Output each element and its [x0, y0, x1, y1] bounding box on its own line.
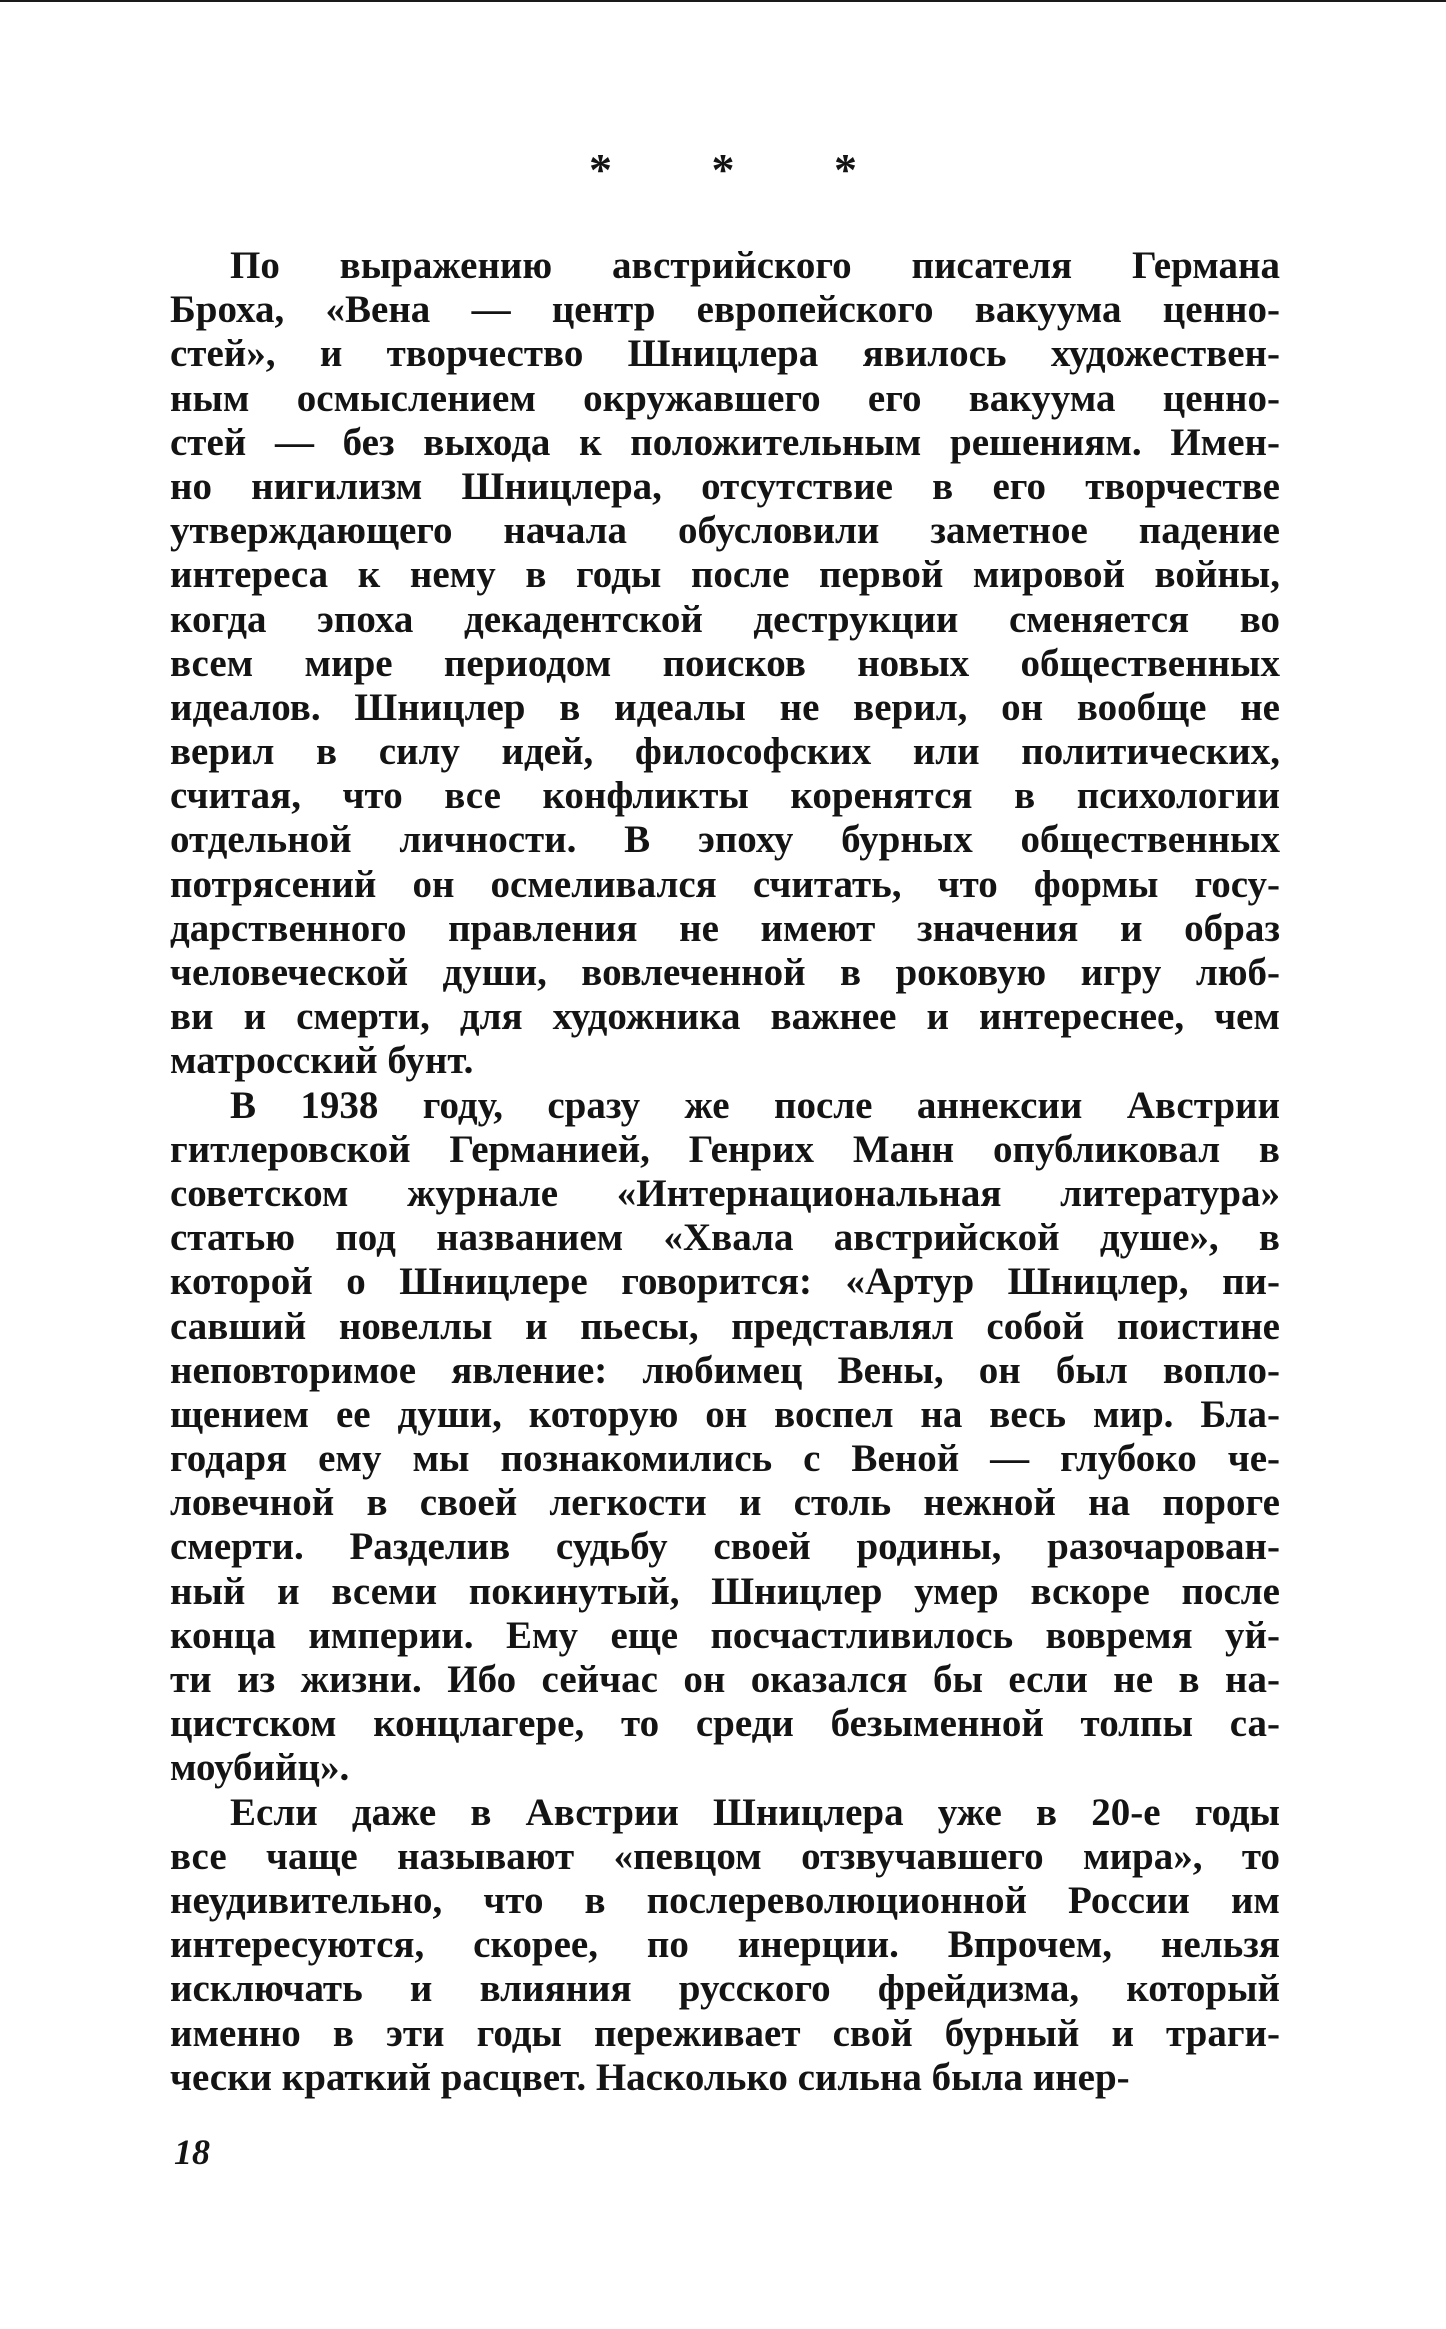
text-line: считая, что все конфликты коренятся в психологии — [170, 774, 1280, 818]
text-line: когда эпоха декадентской деструкции сменяется во — [170, 597, 1280, 641]
text-line: все чаще называют «певцом отзвучавшего мира», то — [170, 1834, 1280, 1878]
text-line: щением ее души, которую он воспел на весь мир. Бла- — [170, 1392, 1280, 1436]
text-line: ви и смерти, для художника важнее и интереснее, чем — [170, 995, 1280, 1039]
text-line: чески краткий расцвет. Насколько сильна была инер- — [170, 2055, 1130, 2099]
text-line: советском журнале «Интернациональная литература» — [170, 1171, 1280, 1215]
paragraph — [170, 244, 1280, 1084]
text-line: дарственного правления не имеют значения и образ — [170, 906, 1280, 950]
text-line: конца империи. Ему еще посчастливилось вовремя уй- — [170, 1613, 1280, 1657]
page-number: 18 — [174, 2132, 210, 2172]
text-line: матросский бунт. — [170, 1039, 474, 1083]
text-line: которой о Шницлере говорится: «Артур Шницлер, пи- — [170, 1260, 1280, 1304]
top-border-line — [0, 0, 1446, 2]
text-line: цистском концлагере, то среди безыменной толпы са- — [170, 1702, 1280, 1746]
text-line: смерти. Разделив судьбу своей родины, разочарован- — [170, 1525, 1280, 1569]
text-line: ти из жизни. Ибо сейчас он оказался бы если не в на- — [170, 1658, 1280, 1701]
text-line: интереса к нему в годы после первой мировой войны, — [170, 553, 1280, 597]
text-line: интересуются, скорее, по инерции. Впрочем, нельзя — [170, 1923, 1280, 1967]
paragraph — [170, 1084, 1280, 1791]
text-line: исключать и влияния русского фрейдизма, который — [170, 1967, 1280, 2011]
section-separator: * * * — [589, 144, 901, 195]
text-line: идеалов. Шницлер в идеалы не верил, он вообще не — [170, 685, 1280, 729]
text-line: Броха, «Вена — центр европейского вакуума ценно- — [170, 288, 1280, 332]
text-line: стей», и творчество Шницлера явилось художествен- — [170, 332, 1280, 376]
text-line: Если даже в Австрии Шницлера уже в 20-е годы — [230, 1790, 1280, 1834]
text-line: ным осмыслением окружавшего его вакуума ценно- — [170, 376, 1280, 420]
text-line: но нигилизм Шницлера, отсутствие в его творчестве — [170, 464, 1280, 508]
text-line: По выражению австрийского писателя Германа — [230, 244, 1280, 287]
text-line: отдельной личности. В эпоху бурных общественных — [170, 818, 1280, 862]
text-line: человеческой души, вовлеченной в роковую игру люб- — [170, 951, 1280, 994]
text-line: ный и всеми покинутый, Шницлер умер вскоре после — [170, 1569, 1280, 1613]
text-line: неудивительно, что в послереволюционной России им — [170, 1878, 1280, 1922]
text-line: гитлеровской Германией, Генрих Манн опубликовал в — [170, 1127, 1280, 1171]
text-line: именно в эти годы переживает свой бурный и траги- — [170, 2011, 1280, 2055]
text-line: утверждающего начала обусловили заметное падение — [170, 509, 1280, 553]
text-line: статью под названием «Хвала австрийской душе», в — [170, 1216, 1280, 1260]
text-line: потрясений он осмеливался считать, что формы госу- — [170, 862, 1280, 906]
text-line: всем мире периодом поисков новых общественных — [170, 641, 1280, 685]
text-line: моубийц». — [170, 1746, 350, 1790]
text-line: неповторимое явление: любимец Вены, он был вопло- — [170, 1348, 1280, 1392]
text-line: годаря ему мы познакомились с Веной — глубоко че- — [170, 1437, 1280, 1481]
text-line: ловечной в своей легкости и столь нежной на пороге — [170, 1481, 1280, 1525]
paragraph — [170, 1791, 1280, 2100]
text-line: стей — без выхода к положительным решениям. Имен- — [170, 420, 1280, 464]
text-line: верил в силу идей, философских или политических, — [170, 730, 1280, 774]
text-line: В 1938 году, сразу же после аннексии Австрии — [230, 1083, 1280, 1127]
text-line: савший новеллы и пьесы, представлял собой поистине — [170, 1304, 1280, 1348]
body-text — [170, 244, 1280, 2100]
